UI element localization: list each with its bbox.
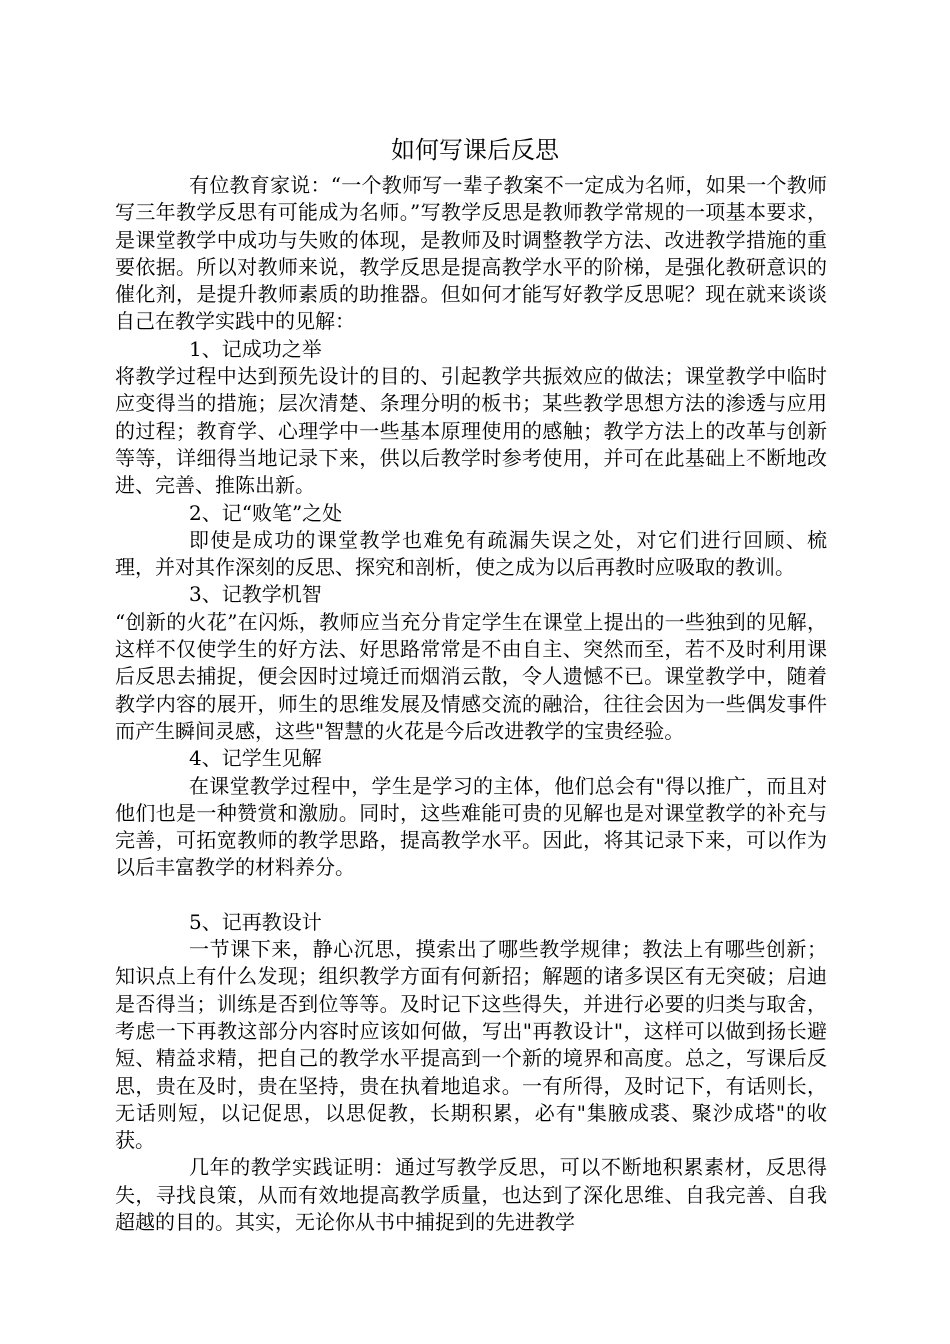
paragraph-6: 几年的教学实践证明：通过写教学反思，可以不断地积累素材，反思得失，寻找良策，从而有效地提高教学质量，也达到了深化思维、自我完善、自我超越的目的。其实，无论你从书中捕捉到的先进教学 <box>115 1155 827 1234</box>
paragraph-1: 将教学过程中达到预先设计的目的、引起教学共振效应的做法；课堂教学中临时应变得当的措施；层次清楚、条理分明的板书；某些教学思想方法的渗透与应用的过程；教育学、心理学中一些基本原理使用的感触；教学方法上的改革与创新等等，详细得当地记录下来，供以后教学时参考使用，并可在此基础上不断地改进、完善、推陈出新。 <box>115 364 827 498</box>
paragraph-2: 即使是成功的课堂教学也难免有疏漏失误之处，对它们进行回顾、梳理，并对其作深刻的反思、探究和剖析，使之成为以后再教时应吸取的教训。 <box>115 527 827 580</box>
section-heading-2: 2、记“败笔”之处 <box>189 500 343 525</box>
blank-line <box>115 882 827 909</box>
paragraph-intro: 有位教育家说：“一个教师写一辈子教案不一定成为名师，如果一个教师写三年教学反思有可能成为名师。”写教学反思是教师教学常规的一项基本要求，是课堂教学中成功与失败的体现，是教师及时调整教学方法、改进教学措施的重要依据。所以对教师来说，教学反思是提高教学水平的阶梯，是强化教研意识的催化剂，是提升教师素质的助推器。但如何才能写好教学反思呢？现在就来谈谈自己在教学实践中的见解： <box>115 173 827 334</box>
paragraph-5: 一节课下来，静心沉思，摸索出了哪些教学规律；教法上有哪些创新；知识点上有什么发现；组织教学方面有何新招；解题的诸多误区有无突破；启迪是否得当；训练是否到位等等。及时记下这些得失，并进行必要的归类与取舍，考虑一下再教这部分内容时应该如何做，写出"再教设计"，这样可以做到扬长避短、精益求精，把自己的教学水平提高到一个新的境界和高度。总之，写课后反思，贵在及时，贵在坚持，贵在执着地追求。一有所得，及时记下，有话则长，无话则短，以记促思，以思促教，长期积累，必有"集腋成裘、聚沙成塔"的收获。 <box>115 937 827 1153</box>
section-heading-1: 1、记成功之举 <box>189 336 322 361</box>
document-body <box>115 172 827 1236</box>
section-heading-5: 5、记再教设计 <box>189 909 322 934</box>
page-title: 如何写课后反思 <box>391 136 559 164</box>
section-heading-4: 4、记学生见解 <box>189 746 322 771</box>
paragraph-3: “创新的火花”在闪烁，教师应当充分肯定学生在课堂上提出的一些独到的见解，这样不仅使学生的好方法、好思路常常是不由自主、突然而至，若不及时利用课后反思去捕捉，便会因时过境迁而烟消云散，令人遗憾不已。课堂教学中，随着教学内容的展开，师生的思维发展及情感交流的融洽，往往会因为一些偶发事件而产生瞬间灵感，这些"智慧的火花是今后改进教学的宝贵经验。 <box>115 609 827 743</box>
paragraph-4: 在课堂教学过程中，学生是学习的主体，他们总会有"得以推广，而且对他们也是一种赞赏和激励。同时，这些难能可贵的见解也是对课堂教学的补充与完善，可拓宽教师的教学思路，提高教学水平。因此，将其记录下来，可以作为以后丰富教学的材料养分。 <box>115 773 827 880</box>
section-heading-3: 3、记教学机智 <box>189 582 322 607</box>
